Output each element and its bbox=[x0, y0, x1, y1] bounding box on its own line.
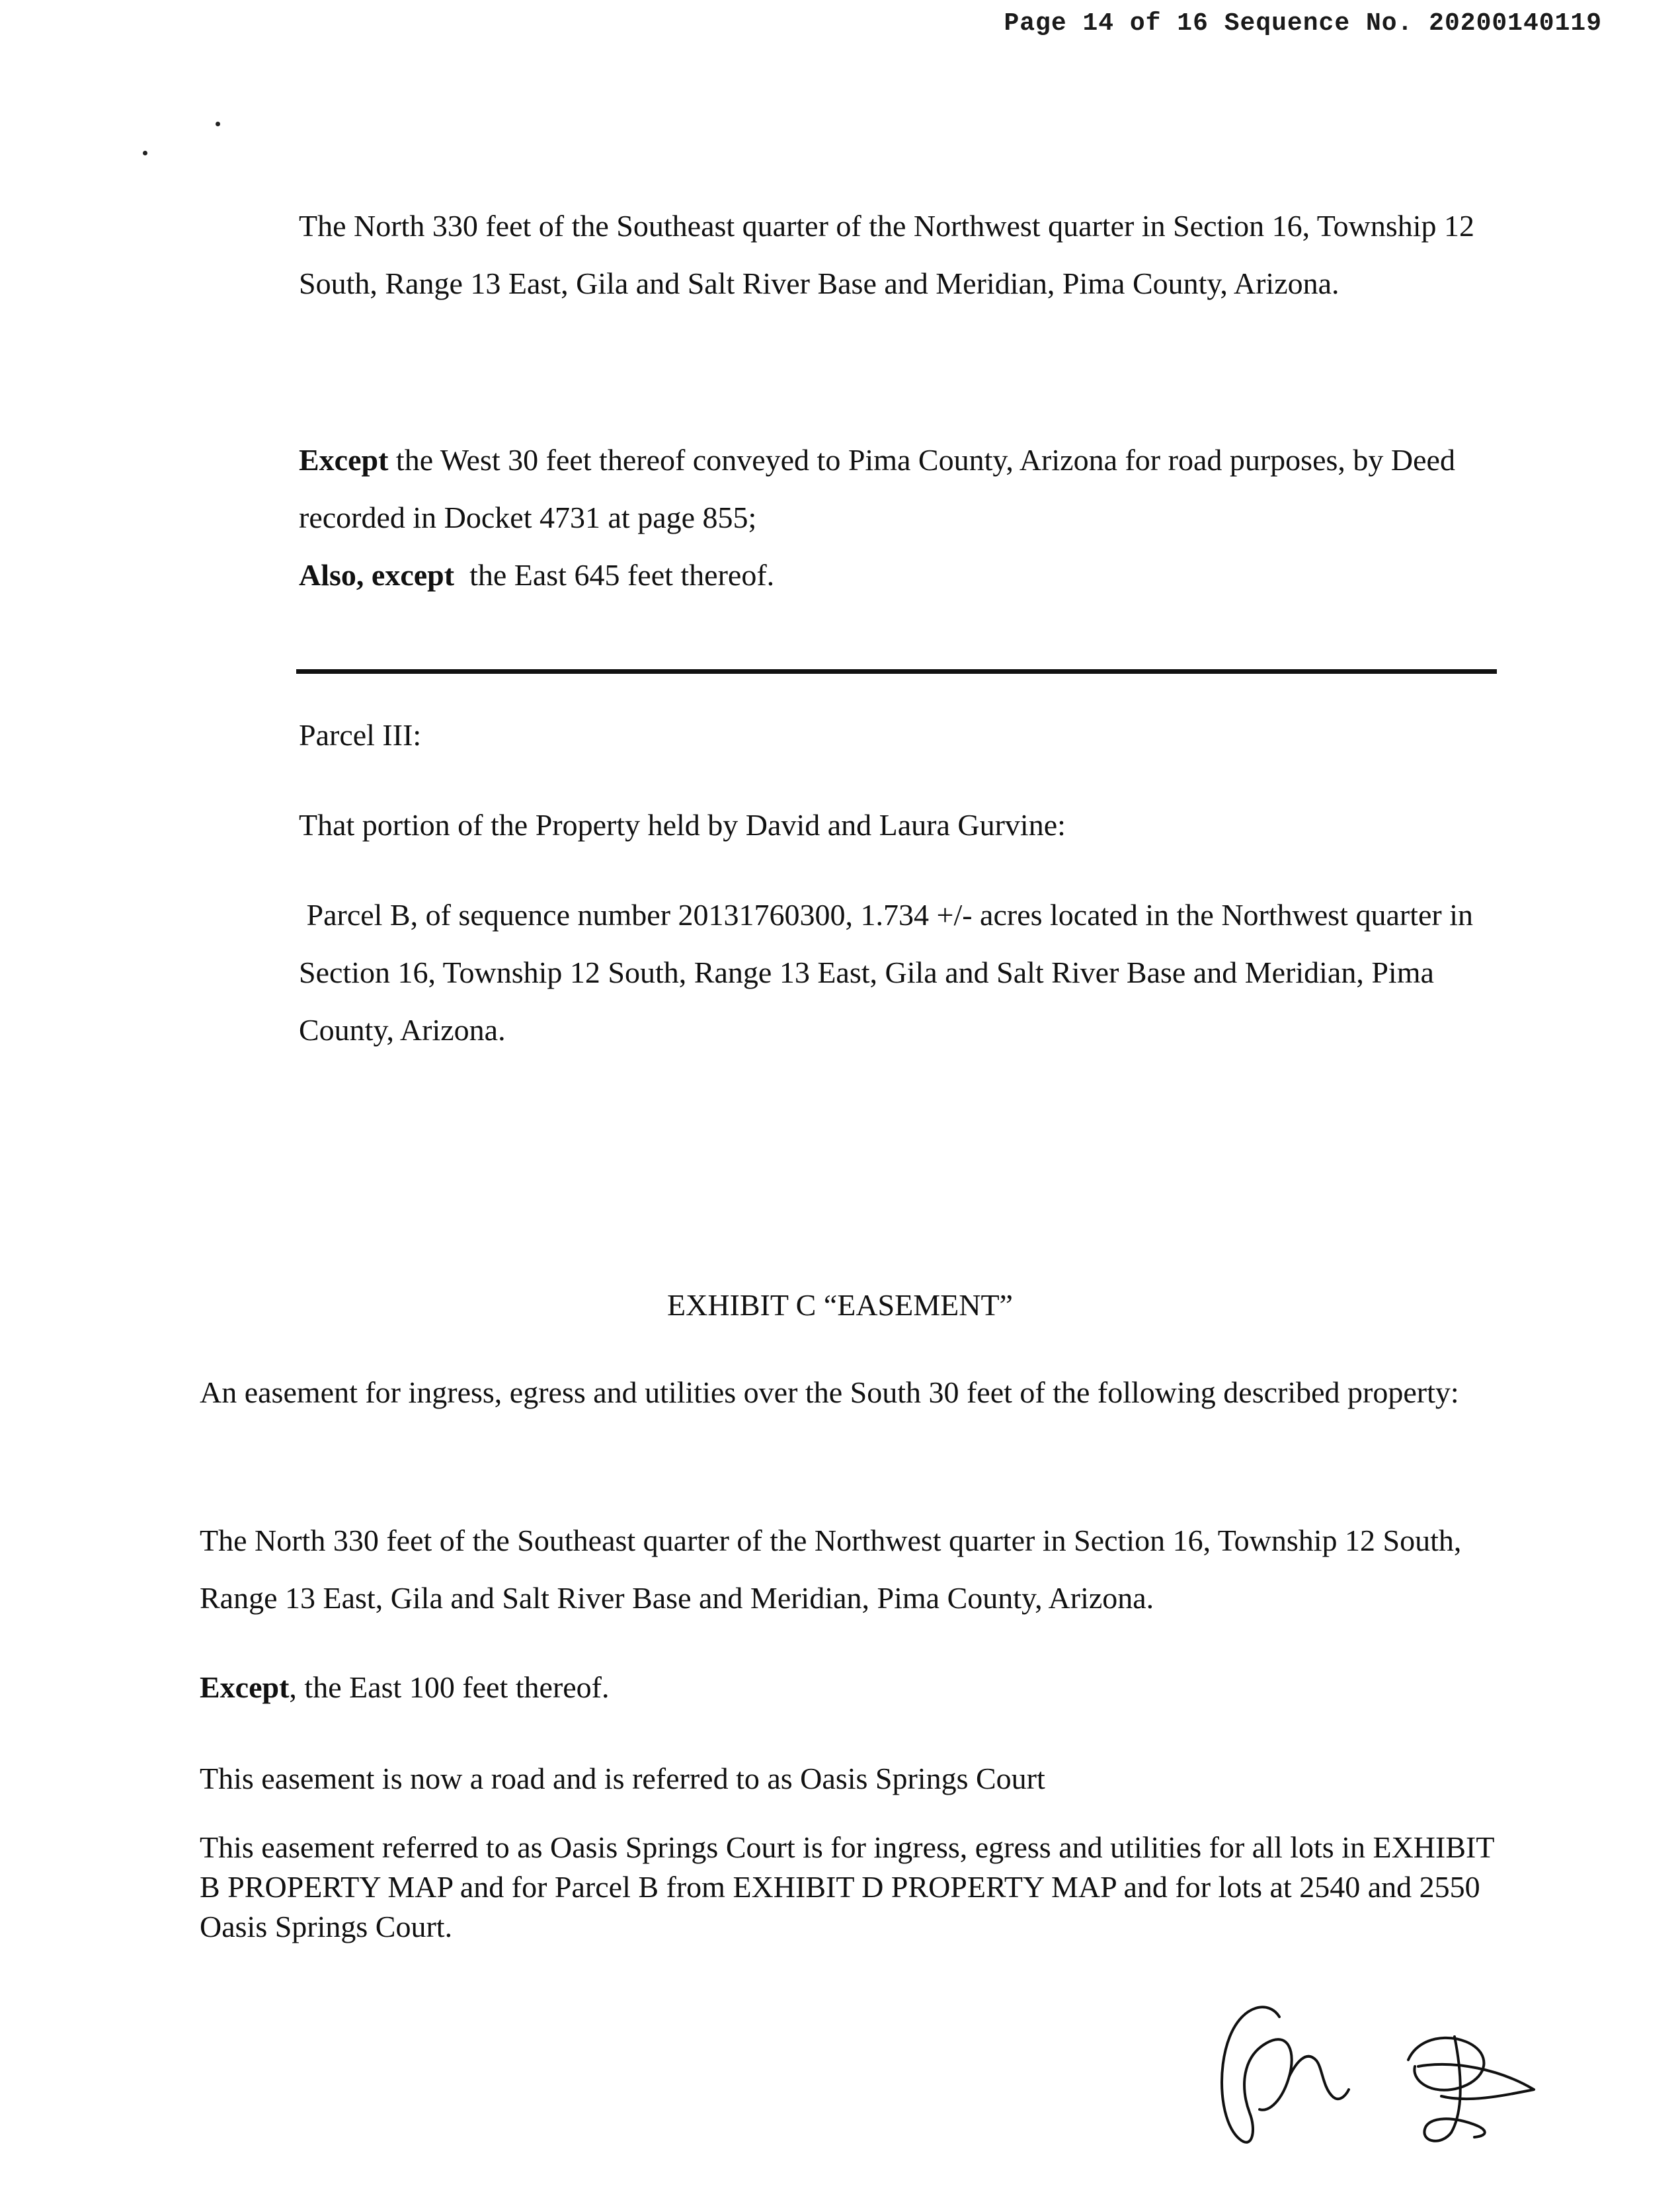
parcel-ii-description: The North 330 feet of the Southeast quarter of the Northwest quarter in Section 16, Township 12 South, Range 13 East, Gila and Salt River Base and Meridian, Pima County, Arizona. bbox=[299, 209, 1475, 300]
scan-speck bbox=[216, 122, 220, 126]
exhibit-c-intro: An easement for ingress, egress and utilities over the South 30 feet of the following described property: bbox=[200, 1375, 1459, 1409]
exhibit-c-description: The North 330 feet of the Southeast quarter of the Northwest quarter in Section 16, Township 12 South, Range 13 East, Gila and Salt River Base and Meridian, Pima County, Arizona. bbox=[200, 1524, 1462, 1615]
exception-east: Also, except the East 645 feet thereof. bbox=[299, 558, 775, 592]
exhibit-c-title: EXHIBIT C “EASEMENT” bbox=[667, 1288, 1013, 1322]
exception-west: Except the West 30 feet thereof conveyed to Pima County, Arizona for road purposes, by Deed recorded in Docket 4731 at page 855; bbox=[299, 443, 1455, 534]
exhibit-c-exception: Except, the East 100 feet thereof. bbox=[200, 1670, 610, 1704]
section-divider bbox=[296, 669, 1497, 674]
exhibit-c-road-note: This easement is now a road and is referred to as Oasis Springs Court bbox=[200, 1762, 1045, 1795]
page-sequence-header: Page 14 of 16 Sequence No. 20200140119 bbox=[1004, 9, 1602, 38]
parcel-iii-heading: Parcel III: bbox=[299, 718, 422, 752]
scan-speck bbox=[143, 151, 147, 155]
handwritten-initials-signature bbox=[1190, 1997, 1587, 2169]
parcel-iii-description: Parcel B, of sequence number 20131760300, 1.734 +/- acres located in the Northwest quarter in Section 16, Township 12 South, Range 13 East, Gila and Salt River Base and Meridian, Pima County, Arizona. bbox=[299, 898, 1481, 1047]
exhibit-c-purpose: This easement referred to as Oasis Springs Court is for ingress, egress and utilities for all lots in EXHIBIT B PROPERTY MAP and for Parcel B from EXHIBIT D PROPERTY MAP and for lots at 2540 and 2550 Oasis Springs Court. bbox=[200, 1830, 1494, 1943]
parcel-ii-exceptions bbox=[299, 431, 1515, 604]
parcel-iii-intro: That portion of the Property held by David and Laura Gurvine: bbox=[299, 808, 1066, 842]
